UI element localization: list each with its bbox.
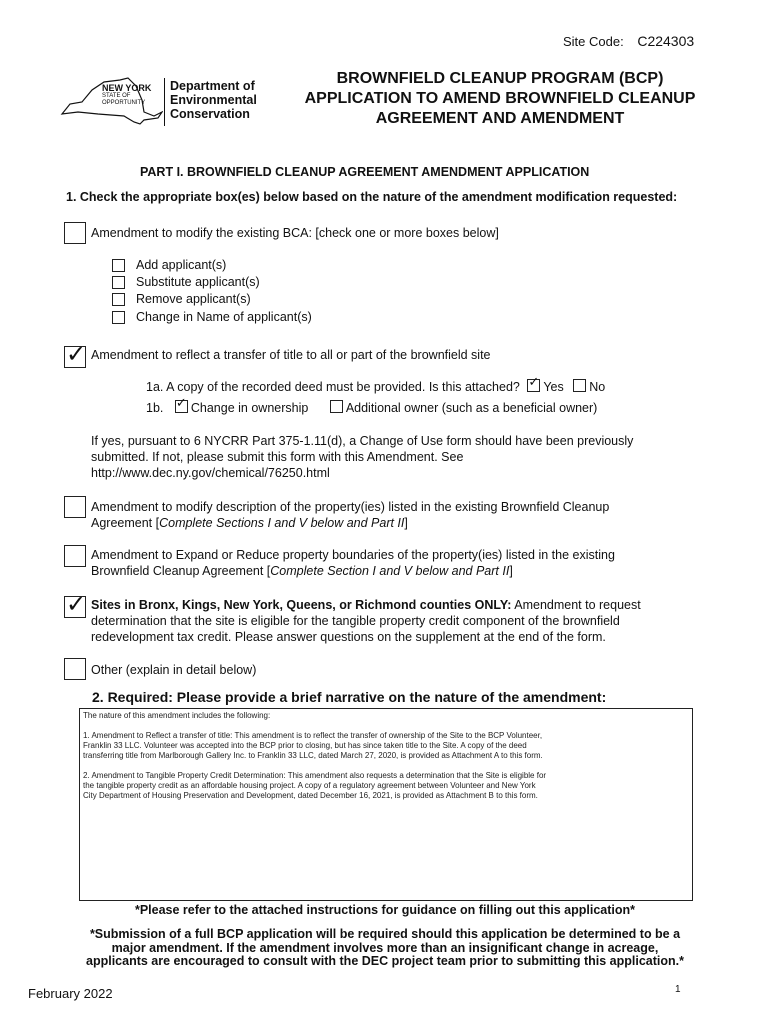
narrative-line-3: Franklin 33 LLC. Volunteer was accepted into the BCP prior to closing, but has since taken title to the Site. A copy of the deed: [83, 741, 527, 750]
logo-state-line2: STATE OF: [102, 93, 131, 99]
checkbox-1a-no[interactable]: [573, 379, 586, 392]
sites-nyc-line1-rest: Amendment to request: [511, 598, 641, 612]
page-number: 1: [675, 984, 681, 995]
q1a-yes-label: Yes: [543, 380, 564, 394]
title-line1: BROWNFIELD CLEANUP PROGRAM (BCP): [336, 70, 664, 87]
question-1: 1. Check the appropriate box(es) below based on the nature of the amendment modification requested:: [66, 190, 678, 204]
q1b-opt2-label: Additional owner (such as a beneficial owner): [345, 401, 598, 415]
question-2: 2. Required: Please provide a brief narrative on the nature of the amendment:: [92, 689, 607, 705]
logo-dept-line2: Environmental: [170, 93, 257, 107]
part1-heading: PART I. BROWNFIELD CLEANUP AGREEMENT AMENDMENT APPLICATION: [140, 165, 590, 179]
checkmark-icon: ✓: [66, 340, 87, 368]
narrative-line-2: 1. Amendment to Reflect a transfer of title: This amendment is to reflect the transfer of ownership of the Site to the BCP Volunteer,: [83, 731, 543, 740]
logo-dept-line3: Conservation: [170, 107, 250, 121]
er-line2-b: ]: [509, 564, 513, 578]
logo-state-line1: NEW YORK: [102, 83, 152, 93]
expand-reduce-line2: [91, 563, 615, 579]
q1b-label: 1b.: [146, 401, 164, 415]
er-line2-italic: Complete Section I and V below and Part II: [270, 564, 510, 578]
logo-divider: [164, 78, 165, 126]
note-link[interactable]: http://www.dec.ny.gov/chemical/76250.html: [91, 466, 330, 480]
sites-nyc-line1: [91, 597, 641, 613]
label-sites-nyc: [91, 597, 641, 645]
checkbox-remove-applicant[interactable]: [112, 293, 125, 306]
label-modify-bca: Amendment to modify the existing BCA: [check one or more boxes below]: [91, 226, 499, 240]
checkbox-add-applicant[interactable]: [112, 259, 125, 272]
note-line1: If yes, pursuant to 6 NYCRR Part 375-1.11(d), a Change of Use form should have been previously: [91, 434, 634, 448]
narrative-line-8: City Department of Housing Preservation and Development, dated December 16, 2021, is provided as Attachment B to this form.: [83, 791, 538, 800]
submission-line1: *Submission of a full BCP application will be required should this application be determined to be a: [89, 927, 681, 941]
q1b-opt1-label: Change in ownership: [190, 401, 309, 415]
page-title: [270, 69, 730, 129]
checkbox-change-name[interactable]: [112, 311, 125, 324]
dec-logo: [58, 76, 268, 126]
sites-nyc-line2: determination that the site is eligible for the tangible property credit component of the brownfield: [91, 614, 620, 628]
md-line2-b: ]: [404, 516, 408, 530]
checkmark-icon: ✓: [528, 375, 540, 390]
logo-dept-line1: Department of: [170, 79, 255, 93]
question-1b: [146, 396, 598, 416]
checkbox-expand-reduce[interactable]: [64, 545, 86, 567]
change-of-use-note: [91, 433, 633, 481]
submission-note: [0, 928, 770, 969]
site-code-label: Site Code:: [563, 34, 624, 49]
label-substitute-applicant: Substitute applicant(s): [136, 275, 260, 289]
narrative-textarea[interactable]: [79, 708, 693, 901]
narrative-line-4: transferring title from Marlborough Gallery Inc. to Franklin 33 LLC, dated March 27, 2020, is provided as Attachment A to this form.: [83, 751, 543, 760]
label-transfer-title: Amendment to reflect a transfer of title to all or part of the brownfield site: [91, 348, 491, 362]
checkbox-modify-description[interactable]: [64, 496, 86, 518]
label-expand-reduce: [91, 547, 615, 579]
checkmark-icon: ✓: [66, 590, 87, 618]
checkbox-modify-bca[interactable]: [64, 222, 86, 244]
site-code-value: C224303: [637, 33, 695, 49]
narrative-line-6: 2. Amendment to Tangible Property Credit Determination: This amendment also requests a determination that the Site is eligible for: [83, 771, 547, 780]
question-1a: [146, 375, 606, 395]
submission-line3: applicants are encouraged to consult with the DEC project team prior to submitting this application.*: [86, 954, 684, 968]
title-line2: APPLICATION TO AMEND BROWNFIELD CLEANUP: [304, 90, 696, 107]
md-line2-a: Agreement [: [91, 516, 160, 530]
instructions-note: *Please refer to the attached instructions for guidance on filling out this application*: [134, 903, 636, 917]
sites-nyc-bold: Sites in Bronx, Kings, New York, Queens, or Richmond counties ONLY:: [91, 598, 512, 612]
footer-date: February 2022: [28, 986, 113, 1001]
er-line2-a: Brownfield Cleanup Agreement [: [91, 564, 271, 578]
logo-state-line3: OPPORTUNITY: [102, 100, 146, 106]
note-line2: submitted. If not, please submit this form with this Amendment. See: [91, 450, 464, 464]
submission-line2: major amendment. If the amendment involves more than an insignificant change in acreage,: [111, 940, 659, 955]
checkbox-other[interactable]: [64, 658, 86, 680]
narrative-line-0: The nature of this amendment includes the following:: [83, 711, 271, 720]
expand-reduce-line1: Amendment to Expand or Reduce property boundaries of the property(ies) listed in the existing: [91, 548, 615, 562]
sites-nyc-line3: redevelopment tax credit. Please answer questions on the supplement at the end of the form.: [91, 630, 606, 644]
checkbox-transfer-title[interactable]: [64, 340, 87, 368]
checkbox-1a-yes[interactable]: [527, 375, 540, 392]
checkbox-substitute-applicant[interactable]: [112, 276, 125, 289]
site-code: [563, 33, 694, 50]
label-remove-applicant: Remove applicant(s): [136, 292, 251, 306]
label-modify-description: [91, 499, 609, 531]
md-line2-italic: Complete Sections I and V below and Part II: [159, 516, 405, 530]
narrative-line-1: [83, 721, 689, 731]
q1a-text: 1a. A copy of the recorded deed must be provided. Is this attached?: [146, 380, 520, 394]
q1a-no-label: No: [589, 380, 606, 394]
title-line3: AGREEMENT AND AMENDMENT: [375, 110, 625, 127]
label-other: Other (explain in detail below): [91, 663, 257, 677]
modify-description-line1: Amendment to modify description of the property(ies) listed in the existing Brownfield Cleanup: [91, 500, 610, 514]
narrative-line-5: [83, 761, 689, 771]
checkbox-1b-change-ownership[interactable]: [175, 396, 188, 413]
label-change-name: Change in Name of applicant(s): [136, 310, 312, 324]
modify-description-line2: [91, 515, 609, 531]
checkbox-1b-additional-owner[interactable]: [330, 400, 343, 413]
label-add-applicant: Add applicant(s): [136, 258, 227, 272]
checkmark-icon: ✓: [175, 396, 187, 411]
narrative-line-7: the tangible property credit as an affordable housing project. A copy of a regulatory agreement between Volunteer and New York: [83, 781, 536, 790]
checkbox-sites-nyc[interactable]: [64, 590, 87, 618]
